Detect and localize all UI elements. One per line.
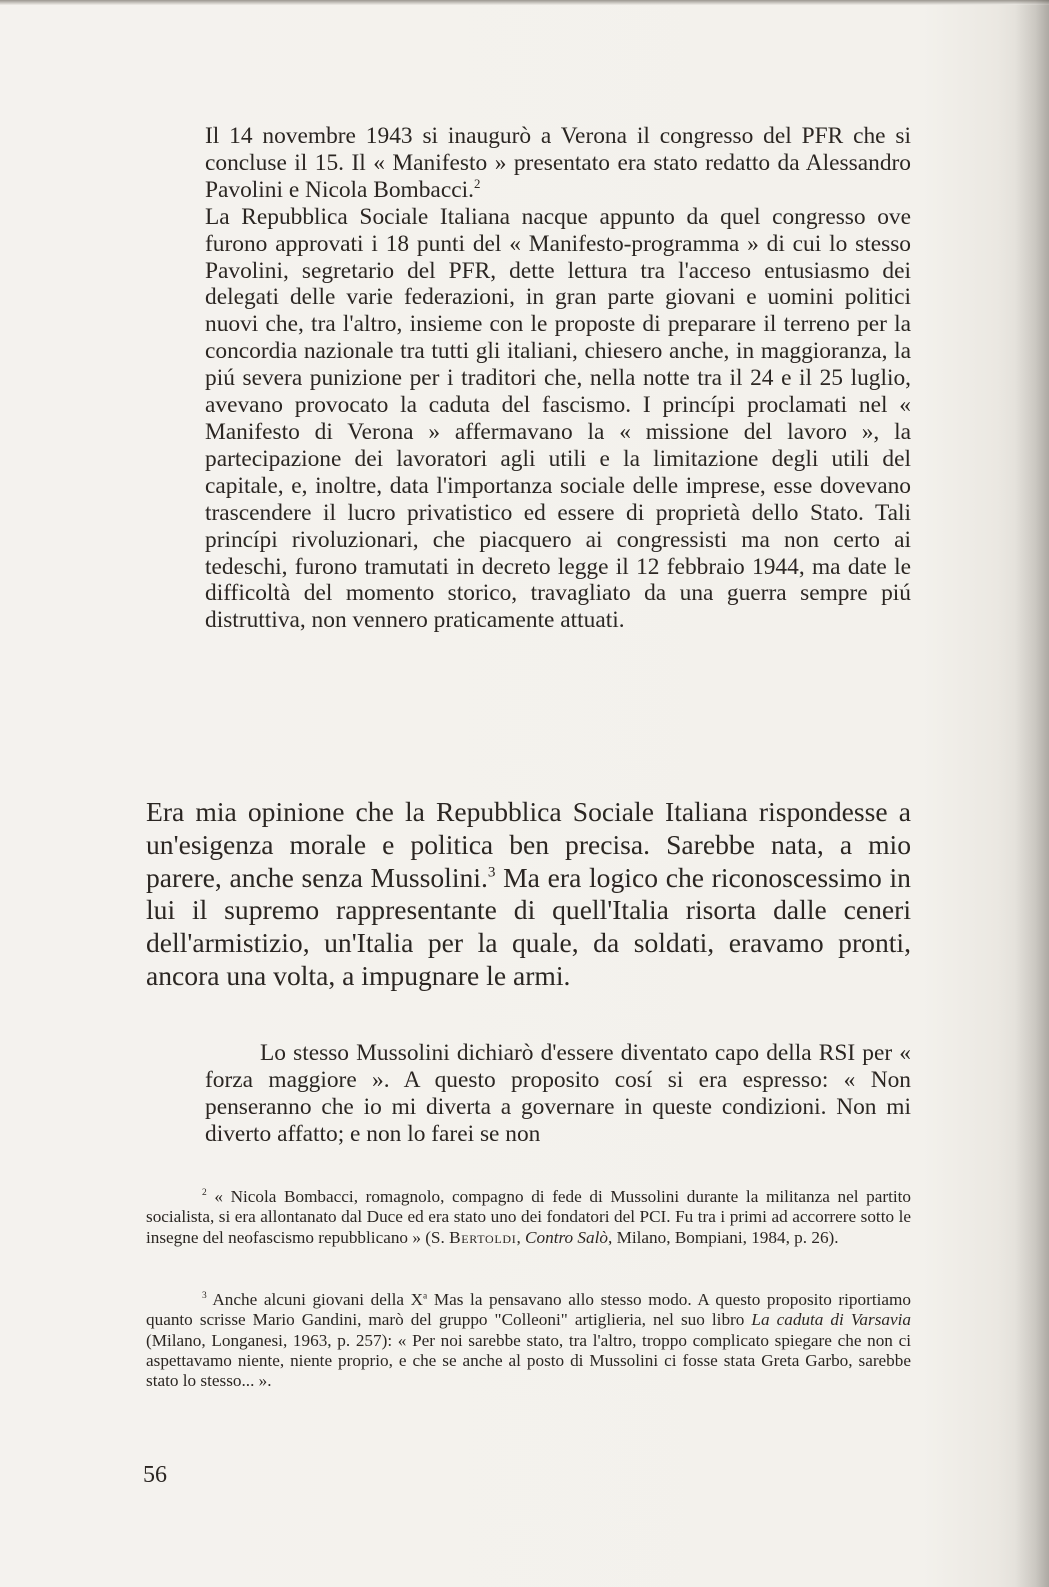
footnote-book-title: Contro Salò (525, 1227, 608, 1247)
footnote-book-title: La caduta di Varsavia (751, 1310, 911, 1330)
paragraph-rsi-birth: La Repubblica Sociale Italiana nacque appunto da quel congresso ove furono approvati i 18 punti del « Manifesto-programma » di cui lo stesso Pavolini, segretario del PFR, dette lettura tra l'acceso entusiasmo dei delegati delle varie federazioni, in gran parte giovani e uomini politici nuovi che, tra l'altro, insieme con le proposte di preparare il terreno per la concordia nazionale tra tutti gli italiani, chiesero anche, in maggioranza, la piú severa punizione per i traditori che, nella notte tra il 24 e il 25 luglio, avevano provocato la caduta del fascismo. I princípi proclamati nel « Manifesto di Verona » affermavano la « missione del lavoro », la partecipazione dei lavoratori agli utili e la limitazione degli utili del capitale, e, inoltre, data l'importanza sociale delle imprese, esse dovevano trascendere il lucro privatistico ed essere di proprietà dello Stato. Tali princípi rivoluzionari, che piacquero ai congressisti ma non certo ai tedeschi, furono tramutati in decreto legge il 12 febbraio 1944, ma date le difficoltà del momento storico, travagliato da una guerra sempre piú distruttiva, non vennero praticamente attuati. (205, 203, 911, 634)
main-text-block (146, 796, 911, 993)
footnote-3-text: $^3$ Anche alcuni giovani della $X^a$ Mas la pensavano allo stesso modo. A questo proposito riportiamo quanto scrisse Mario Gandini, marò del gruppo "Colleoni" artiglieria, nel suo libro La caduta di Varsavia (Milano, Longanesi, 1963, p. 257): « Per noi sarebbe stato, tra l'altro, troppo complicato spiegare che non ci aspettavamo niente, niente proprio, e che se anche al posto di Mussolini ci fosse stata Greta Garbo, sarebbe stato lo stesso... ». (146, 1290, 911, 1391)
paragraph-congress-verona: Il 14 novembre 1943 si inaugurò a Verona il congresso del PFR che si concluse il 15. Il « Manifesto » presentato era stato redatto da Alessandro Pavolini e Nicola Bombacci.$^2$ (205, 123, 911, 203)
paragraph-forza-maggiore: Lo stesso Mussolini dichiarò d'essere diventato capo della RSI per « forza maggiore ». A questo proposito cosí si era espresso: « Non penseranno che io mi diverta a governare in queste condizioni. Non mi diverto affatto; e non lo farei se non (205, 1040, 911, 1147)
footnote-2 (146, 1187, 911, 1248)
page-top-edge (0, 0, 1049, 5)
page-number: 56 (143, 1462, 167, 1488)
footnote-ref-3[interactable]: 3 (487, 862, 496, 880)
page-gutter-shadow (1015, 0, 1049, 1587)
footnote-author: Bertoldi (449, 1227, 517, 1247)
footnote-ref-2[interactable]: 2 (473, 176, 481, 191)
quoted-block-pfr-congress (205, 123, 911, 634)
footnote-2-text: $^2$ « Nicola Bombacci, romagnolo, compagno di fede di Mussolini durante la militanza nel partito socialista, si era allontanato dal Duce ed era stato uno dei fondatori del PCI. Fu tra i primi ad accorrere sotto le insegne del neofascismo repubblicano » (S. Bertoldi, Contro Salò, Milano, Bompiani, 1984, p. 26). (146, 1187, 912, 1247)
quoted-block-mussolini (205, 1040, 911, 1148)
footnote-3 (146, 1290, 911, 1391)
paragraph-author-opinion: Era mia opinione che la Repubblica Sociale Italiana rispondesse a un'esigenza morale e politica ben precisa. Sarebbe nata, a mio parere, anche senza Mussolini.$^3$ Ma era logico che riconoscessimo in lui il supremo rappresentante di quell'Italia risorta dalle ceneri dell'armistizio, un'Italia per la quale, da soldati, eravamo pronti, ancora una volta, a impugnare le armi. (146, 796, 911, 991)
